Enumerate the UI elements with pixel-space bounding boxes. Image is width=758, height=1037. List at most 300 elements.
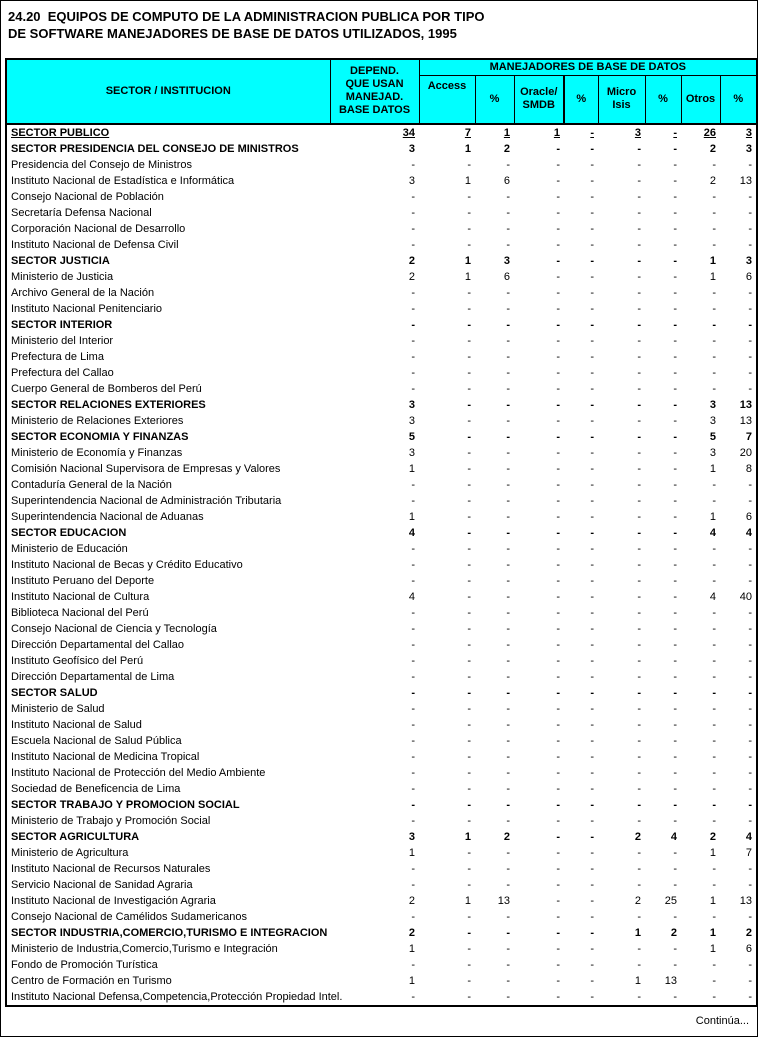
value-cell: - (637, 958, 641, 971)
table-row (6, 429, 757, 445)
value-cell: - (673, 398, 677, 411)
value-cell: - (637, 430, 641, 443)
value-cell: - (712, 638, 716, 651)
table-row (6, 157, 757, 173)
value-cell: - (673, 718, 677, 731)
table-header (6, 59, 757, 124)
value-cell: - (637, 382, 641, 395)
value-cell: - (467, 590, 471, 603)
institution-cell: Instituto Peruano del Deporte (11, 574, 155, 587)
value-cell: - (712, 910, 716, 923)
value-cell: - (506, 878, 510, 891)
value-cell: - (712, 670, 716, 683)
value-cell: - (673, 782, 677, 795)
value-cell: - (506, 334, 510, 347)
value-cell: - (556, 590, 560, 603)
value-cell: 2 (634, 830, 641, 843)
value-cell: - (556, 206, 560, 219)
value-cell: - (467, 190, 471, 203)
value-cell: - (637, 462, 641, 475)
value-cell: - (748, 782, 753, 795)
value-cell: - (411, 814, 415, 827)
value-cell: 1 (709, 254, 716, 267)
value-cell: - (556, 398, 560, 411)
value-cell: 2 (503, 830, 510, 843)
value-cell: 2 (670, 926, 677, 939)
value-cell: - (748, 814, 753, 827)
value-cell: 25 (664, 894, 677, 907)
value-cell: - (637, 334, 641, 347)
table-row (6, 365, 757, 381)
value-cell: - (748, 798, 753, 811)
value-cell: - (467, 990, 471, 1003)
value-cell: - (673, 846, 677, 859)
value-cell: - (748, 238, 753, 251)
value-cell: - (467, 686, 471, 699)
value-cell: - (748, 622, 753, 635)
value-cell: - (411, 222, 415, 235)
value-cell: 3 (634, 126, 641, 139)
value-cell: - (590, 798, 594, 811)
value-cell: - (673, 654, 677, 667)
value-cell: - (506, 526, 510, 539)
value-cell: - (506, 702, 510, 715)
value-cell: - (590, 958, 594, 971)
value-cell: - (467, 718, 471, 731)
value-cell: - (673, 638, 677, 651)
institution-cell: Ministerio de Salud (11, 702, 105, 715)
value-cell: - (673, 702, 677, 715)
table-row (6, 509, 757, 525)
value-cell: - (590, 430, 594, 443)
institution-cell: SECTOR SALUD (11, 686, 98, 699)
value-cell: - (467, 334, 471, 347)
value-cell: - (506, 766, 510, 779)
value-cell: 5 (408, 430, 415, 443)
value-cell: - (748, 766, 753, 779)
value-cell: - (673, 862, 677, 875)
value-cell: - (673, 542, 677, 555)
value-cell: 3 (408, 414, 415, 427)
value-cell: - (712, 782, 716, 795)
value-cell: - (748, 190, 753, 203)
value-cell: - (506, 782, 510, 795)
value-cell: - (506, 846, 510, 859)
value-cell: - (467, 526, 471, 539)
value-cell: - (506, 318, 510, 331)
value-cell: - (506, 398, 510, 411)
institution-cell: SECTOR PRESIDENCIA DEL CONSEJO DE MINISTROS (11, 142, 299, 155)
table-row (6, 621, 757, 637)
value-cell: - (637, 542, 641, 555)
table-row (6, 301, 757, 317)
value-cell: - (411, 286, 415, 299)
value-cell: - (712, 718, 716, 731)
value-cell: - (411, 382, 415, 395)
institution-cell: SECTOR EDUCACION (11, 526, 127, 539)
value-cell: - (411, 718, 415, 731)
value-cell: 3 (745, 142, 753, 155)
institution-cell: Ministerio de Agricultura (11, 846, 129, 859)
header-row-group (6, 59, 757, 76)
table-row (6, 605, 757, 621)
value-cell: - (411, 958, 415, 971)
value-cell: - (467, 462, 471, 475)
value-cell: - (556, 334, 560, 347)
value-cell: - (590, 558, 594, 571)
institution-cell: Ministerio de Relaciones Exteriores (11, 414, 184, 427)
value-cell: - (748, 478, 753, 491)
value-cell: 4 (408, 590, 415, 603)
value-cell: - (411, 878, 415, 891)
value-cell: - (712, 622, 716, 635)
value-cell: - (467, 558, 471, 571)
value-cell: - (673, 590, 677, 603)
table-row (6, 685, 757, 701)
value-cell: - (556, 510, 560, 523)
table-row (6, 877, 757, 893)
value-cell: 1 (709, 462, 716, 475)
institution-cell: Instituto Nacional Defensa,Competencia,Protección Propiedad Intel. (11, 990, 343, 1003)
institution-cell: Consejo Nacional de Camélidos Sudamericanos (11, 910, 248, 923)
value-cell: - (590, 142, 594, 155)
institution-cell: Superintendencia Nacional de Administración Tributaria (11, 494, 282, 507)
table-row (6, 173, 757, 189)
value-cell: 13 (497, 894, 510, 907)
value-cell: - (673, 286, 677, 299)
value-cell: 3 (745, 254, 753, 267)
value-cell: - (673, 126, 677, 139)
value-cell: - (556, 878, 560, 891)
value-cell: - (637, 750, 641, 763)
value-cell: - (467, 606, 471, 619)
value-cell: 1 (709, 846, 716, 859)
table-row (6, 813, 757, 829)
value-cell: - (637, 910, 641, 923)
value-cell: - (673, 734, 677, 747)
value-cell: - (637, 734, 641, 747)
value-cell: - (712, 286, 716, 299)
value-cell: - (411, 334, 415, 347)
value-cell: - (506, 638, 510, 651)
institution-cell: Dirección Departamental de Lima (11, 670, 175, 683)
value-cell: - (556, 734, 560, 747)
value-cell: 4 (709, 526, 716, 539)
value-cell: - (637, 174, 641, 187)
value-cell: 1 (464, 270, 471, 283)
table-row (6, 957, 757, 973)
value-cell: 1 (464, 894, 471, 907)
value-cell: 2 (709, 830, 716, 843)
value-cell: - (637, 446, 641, 459)
value-cell: 3 (408, 446, 415, 459)
value-cell: - (467, 398, 471, 411)
table-row (6, 317, 757, 333)
table-row (6, 525, 757, 541)
value-cell: - (590, 766, 594, 779)
value-cell: - (506, 574, 510, 587)
value-cell: - (748, 302, 753, 315)
value-cell: - (637, 254, 641, 267)
institution-cell: Archivo General de la Nación (11, 286, 155, 299)
value-cell: - (556, 942, 560, 955)
value-cell: - (673, 878, 677, 891)
value-cell: - (748, 206, 753, 219)
value-cell: - (712, 302, 716, 315)
institution-cell: Ministerio de Educación (11, 542, 128, 555)
value-cell: 34 (402, 126, 415, 139)
value-cell: - (556, 750, 560, 763)
institution-cell: Instituto Nacional de Protección del Medio Ambiente (11, 766, 266, 779)
value-cell: - (673, 686, 677, 699)
value-cell: - (637, 670, 641, 683)
value-cell: - (748, 686, 753, 699)
value-cell: 6 (503, 270, 510, 283)
value-cell: - (748, 350, 753, 363)
value-cell: - (556, 670, 560, 683)
value-cell: - (506, 366, 510, 379)
value-cell: - (590, 974, 594, 987)
value-cell: - (590, 590, 594, 603)
value-cell: - (637, 766, 641, 779)
value-cell: - (637, 638, 641, 651)
value-cell: - (748, 286, 753, 299)
value-cell: - (673, 414, 677, 427)
value-cell: - (556, 702, 560, 715)
table-row (6, 445, 757, 461)
institution-cell: Escuela Nacional de Salud Pública (11, 734, 182, 747)
value-cell: - (556, 238, 560, 251)
institution-cell: Consejo Nacional de Población (11, 190, 164, 203)
value-cell: - (637, 190, 641, 203)
value-cell: - (556, 526, 560, 539)
value-cell: 5 (709, 430, 716, 443)
value-cell: 13 (739, 414, 753, 427)
value-cell: - (556, 958, 560, 971)
value-cell: - (637, 686, 641, 699)
value-cell: - (748, 494, 753, 507)
value-cell: 2 (408, 894, 415, 907)
value-cell: - (637, 366, 641, 379)
table-row (6, 589, 757, 605)
value-cell: - (748, 958, 753, 971)
value-cell: 1 (634, 974, 641, 987)
value-cell: - (556, 222, 560, 235)
table-row (6, 461, 757, 477)
value-cell: 1 (408, 846, 415, 859)
value-cell: - (590, 462, 594, 475)
value-cell: - (673, 238, 677, 251)
value-cell: 1 (408, 942, 415, 955)
value-cell: 3 (408, 174, 415, 187)
value-cell: - (556, 926, 560, 939)
value-cell: - (673, 318, 677, 331)
value-cell: - (467, 350, 471, 363)
value-cell: 26 (703, 126, 716, 139)
institution-cell: Prefectura de Lima (11, 350, 104, 363)
value-cell: 1 (464, 254, 471, 267)
institution-cell: SECTOR PUBLICO (11, 126, 110, 139)
value-cell: - (590, 382, 594, 395)
value-cell: - (590, 414, 594, 427)
value-cell: - (637, 846, 641, 859)
value-cell: - (712, 206, 716, 219)
value-cell: - (506, 942, 510, 955)
value-cell: - (467, 318, 471, 331)
value-cell: - (748, 878, 753, 891)
value-cell: - (637, 350, 641, 363)
value-cell: - (590, 302, 594, 315)
value-cell: - (556, 574, 560, 587)
value-cell: - (506, 494, 510, 507)
institution-cell: Instituto Nacional de Investigación Agraria (11, 894, 216, 907)
table-row (6, 237, 757, 253)
value-cell: - (637, 286, 641, 299)
table-row (6, 253, 757, 269)
value-cell: - (556, 814, 560, 827)
value-cell: 1 (408, 974, 415, 987)
table-row (6, 349, 757, 365)
institution-cell: Superintendencia Nacional de Aduanas (11, 510, 204, 523)
value-cell: 3 (709, 446, 716, 459)
value-cell: - (712, 702, 716, 715)
institution-cell: Instituto Nacional de Becas y Crédito Educativo (11, 558, 243, 571)
value-cell: - (556, 142, 560, 155)
value-cell: - (506, 974, 510, 987)
value-cell: - (637, 558, 641, 571)
value-cell: 2 (709, 174, 716, 187)
value-cell: - (637, 574, 641, 587)
value-cell: - (411, 318, 415, 331)
value-cell: - (673, 350, 677, 363)
value-cell: - (467, 446, 471, 459)
value-cell: - (411, 206, 415, 219)
value-cell: - (467, 542, 471, 555)
value-cell: - (556, 494, 560, 507)
value-cell: - (506, 926, 510, 939)
value-cell: - (590, 942, 594, 955)
value-cell: - (556, 174, 560, 187)
value-cell: - (411, 542, 415, 555)
value-cell: - (590, 606, 594, 619)
value-cell: - (673, 190, 677, 203)
value-cell: - (673, 526, 677, 539)
value-cell: - (411, 606, 415, 619)
value-cell: 1 (709, 926, 716, 939)
value-cell: - (506, 750, 510, 763)
value-cell: - (411, 686, 415, 699)
value-cell: - (467, 286, 471, 299)
value-cell: 1 (464, 830, 471, 843)
value-cell: - (590, 830, 594, 843)
value-cell: - (748, 542, 753, 555)
value-cell: - (590, 878, 594, 891)
value-cell: - (506, 446, 510, 459)
value-cell: - (556, 350, 560, 363)
table-row (6, 269, 757, 285)
value-cell: - (411, 654, 415, 667)
value-cell: - (411, 702, 415, 715)
value-cell: - (556, 542, 560, 555)
table-row (6, 941, 757, 957)
value-cell: - (748, 382, 753, 395)
value-cell: - (467, 878, 471, 891)
value-cell: - (467, 862, 471, 875)
value-cell: - (637, 494, 641, 507)
value-cell: - (590, 270, 594, 283)
value-cell: - (506, 590, 510, 603)
value-cell: - (673, 958, 677, 971)
table-row (6, 829, 757, 845)
value-cell: - (556, 366, 560, 379)
value-cell: - (411, 622, 415, 635)
value-cell: - (673, 446, 677, 459)
value-cell: - (712, 222, 716, 235)
header-otros-pct: % (720, 76, 757, 124)
value-cell: - (673, 622, 677, 635)
value-cell: 6 (745, 510, 753, 523)
value-cell: - (673, 462, 677, 475)
value-cell: - (590, 174, 594, 187)
institution-cell: Consejo Nacional de Ciencia y Tecnología (11, 622, 217, 635)
table-row (6, 733, 757, 749)
value-cell: 3 (408, 142, 415, 155)
table-body (6, 124, 757, 1006)
header-oracle-pct: % (564, 76, 598, 124)
value-cell: - (673, 206, 677, 219)
value-cell: - (637, 990, 641, 1003)
value-cell: - (506, 622, 510, 635)
value-cell: - (590, 574, 594, 587)
value-cell: - (673, 494, 677, 507)
value-cell: 1 (408, 462, 415, 475)
value-cell: - (637, 270, 641, 283)
value-cell: - (467, 750, 471, 763)
value-cell: - (748, 574, 753, 587)
value-cell: - (590, 190, 594, 203)
institution-cell: SECTOR RELACIONES EXTERIORES (11, 398, 206, 411)
value-cell: 1 (464, 174, 471, 187)
value-cell: - (590, 334, 594, 347)
value-cell: 8 (745, 462, 753, 475)
value-cell: - (748, 318, 753, 331)
value-cell: 1 (553, 126, 560, 139)
table-row (6, 557, 757, 573)
value-cell: - (748, 638, 753, 651)
value-cell: - (637, 510, 641, 523)
value-cell: - (637, 142, 641, 155)
value-cell: - (637, 222, 641, 235)
value-cell: - (712, 542, 716, 555)
value-cell: - (506, 814, 510, 827)
value-cell: - (748, 974, 753, 987)
institution-cell: Centro de Formación en Turismo (11, 974, 172, 987)
page-title (8, 8, 484, 42)
value-cell: - (637, 702, 641, 715)
header-access-pct: % (475, 76, 514, 124)
value-cell: 4 (745, 526, 753, 539)
value-cell: - (673, 510, 677, 523)
value-cell: 3 (408, 830, 415, 843)
value-cell: - (506, 958, 510, 971)
value-cell: - (590, 286, 594, 299)
value-cell: - (637, 238, 641, 251)
value-cell: - (637, 606, 641, 619)
value-cell: - (411, 638, 415, 651)
institution-cell: Servicio Nacional de Sanidad Agraria (11, 878, 193, 891)
value-cell: - (712, 958, 716, 971)
value-cell: - (411, 574, 415, 587)
